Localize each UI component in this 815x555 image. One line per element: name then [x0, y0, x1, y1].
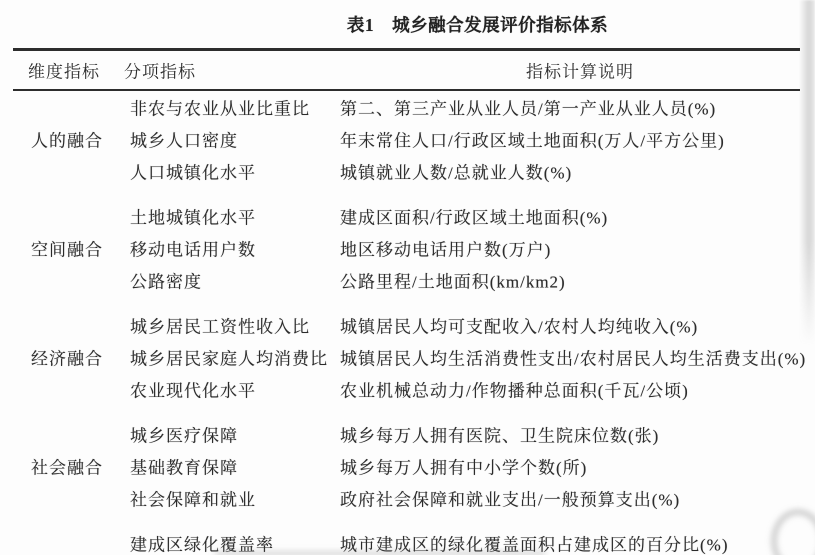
calc-description-cell: 农业机械总动力/作物播种总面积(千瓦/公顷): [340, 381, 689, 401]
table-row: [0, 418, 815, 450]
table-row: [0, 341, 815, 373]
dimension-group-space: [0, 200, 815, 296]
table-row: [0, 232, 815, 264]
calc-description-cell: 公路里程/土地面积(km/km2): [340, 272, 566, 292]
calc-description-cell: 第二、第三产业从业人员/第一产业从业人员(%): [340, 99, 717, 119]
table-row: [0, 264, 815, 296]
sub-indicator-cell: 城乡人口密度: [130, 131, 238, 151]
dimension-group-society: [0, 418, 815, 514]
scan-artifact-bottom: [215, 551, 545, 555]
sub-indicator-cell: 城乡居民工资性收入比: [130, 317, 310, 337]
calc-description-cell: 建成区面积/行政区域土地面积(%): [340, 208, 609, 228]
sub-indicator-cell: 农业现代化水平: [130, 381, 256, 401]
sub-indicator-cell: 非农与农业从业比重比: [130, 99, 310, 119]
sub-indicator-cell: 基础教育保障: [130, 458, 238, 478]
dimension-label: 空间融合: [31, 240, 103, 260]
table-row: [0, 373, 815, 405]
dimension-group-people: [0, 91, 815, 187]
sub-indicator-cell: 土地城镇化水平: [130, 208, 256, 228]
table-title: 表1 城乡融合发展评价指标体系: [346, 15, 609, 35]
calc-description-cell: 城镇就业人数/总就业人数(%): [340, 163, 573, 183]
calc-description-cell: 城乡每万人拥有医院、卫生院床位数(张): [340, 426, 660, 446]
scan-artifact-right-edge: [799, 0, 815, 345]
calc-description-cell: 城市建成区的绿化覆盖面积占建成区的百分比(%): [340, 535, 729, 555]
dimension-label: 人的融合: [31, 131, 103, 151]
dimension-group-economy: [0, 309, 815, 405]
table-body: [0, 91, 815, 555]
calc-description-cell: 年末常住人口/行政区域土地面积(万人/平方公里): [340, 131, 725, 151]
dimension-label: 社会融合: [31, 458, 103, 478]
calc-description-cell: 城镇居民人均生活消费性支出/农村居民人均生活费支出(%): [340, 349, 807, 369]
table-header-row: [0, 58, 815, 82]
table-row: [0, 200, 815, 232]
column-header-sub-indicator: 分项指标: [124, 62, 196, 82]
sub-indicator-cell: 建成区绿化覆盖率: [130, 535, 274, 555]
column-header-dimension: 维度指标: [28, 62, 100, 82]
calc-description-cell: 城乡每万人拥有中小学个数(所): [340, 458, 588, 478]
table-rule-top: [13, 48, 800, 51]
calc-description-cell: 政府社会保障和就业支出/一般预算支出(%): [340, 490, 681, 510]
table-row: [0, 450, 815, 482]
table-row: [0, 91, 815, 123]
sub-indicator-cell: 移动电话用户数: [130, 240, 256, 260]
sub-indicator-cell: 社会保障和就业: [130, 490, 256, 510]
calc-description-cell: 地区移动电话用户数(万户): [340, 240, 552, 260]
dimension-label: 经济融合: [31, 349, 103, 369]
table-row: [0, 482, 815, 514]
table-row: [0, 123, 815, 155]
table-row: [0, 155, 815, 187]
column-header-calculation: 指标计算说明: [526, 62, 634, 82]
sub-indicator-cell: 人口城镇化水平: [130, 163, 256, 183]
calc-description-cell: 城镇居民人均可支配收入/农村人均纯收入(%): [340, 317, 699, 337]
sub-indicator-cell: 城乡居民家庭人均消费比: [130, 349, 328, 369]
table-row: [0, 309, 815, 341]
sub-indicator-cell: 城乡医疗保障: [130, 426, 238, 446]
sub-indicator-cell: 公路密度: [130, 272, 202, 292]
